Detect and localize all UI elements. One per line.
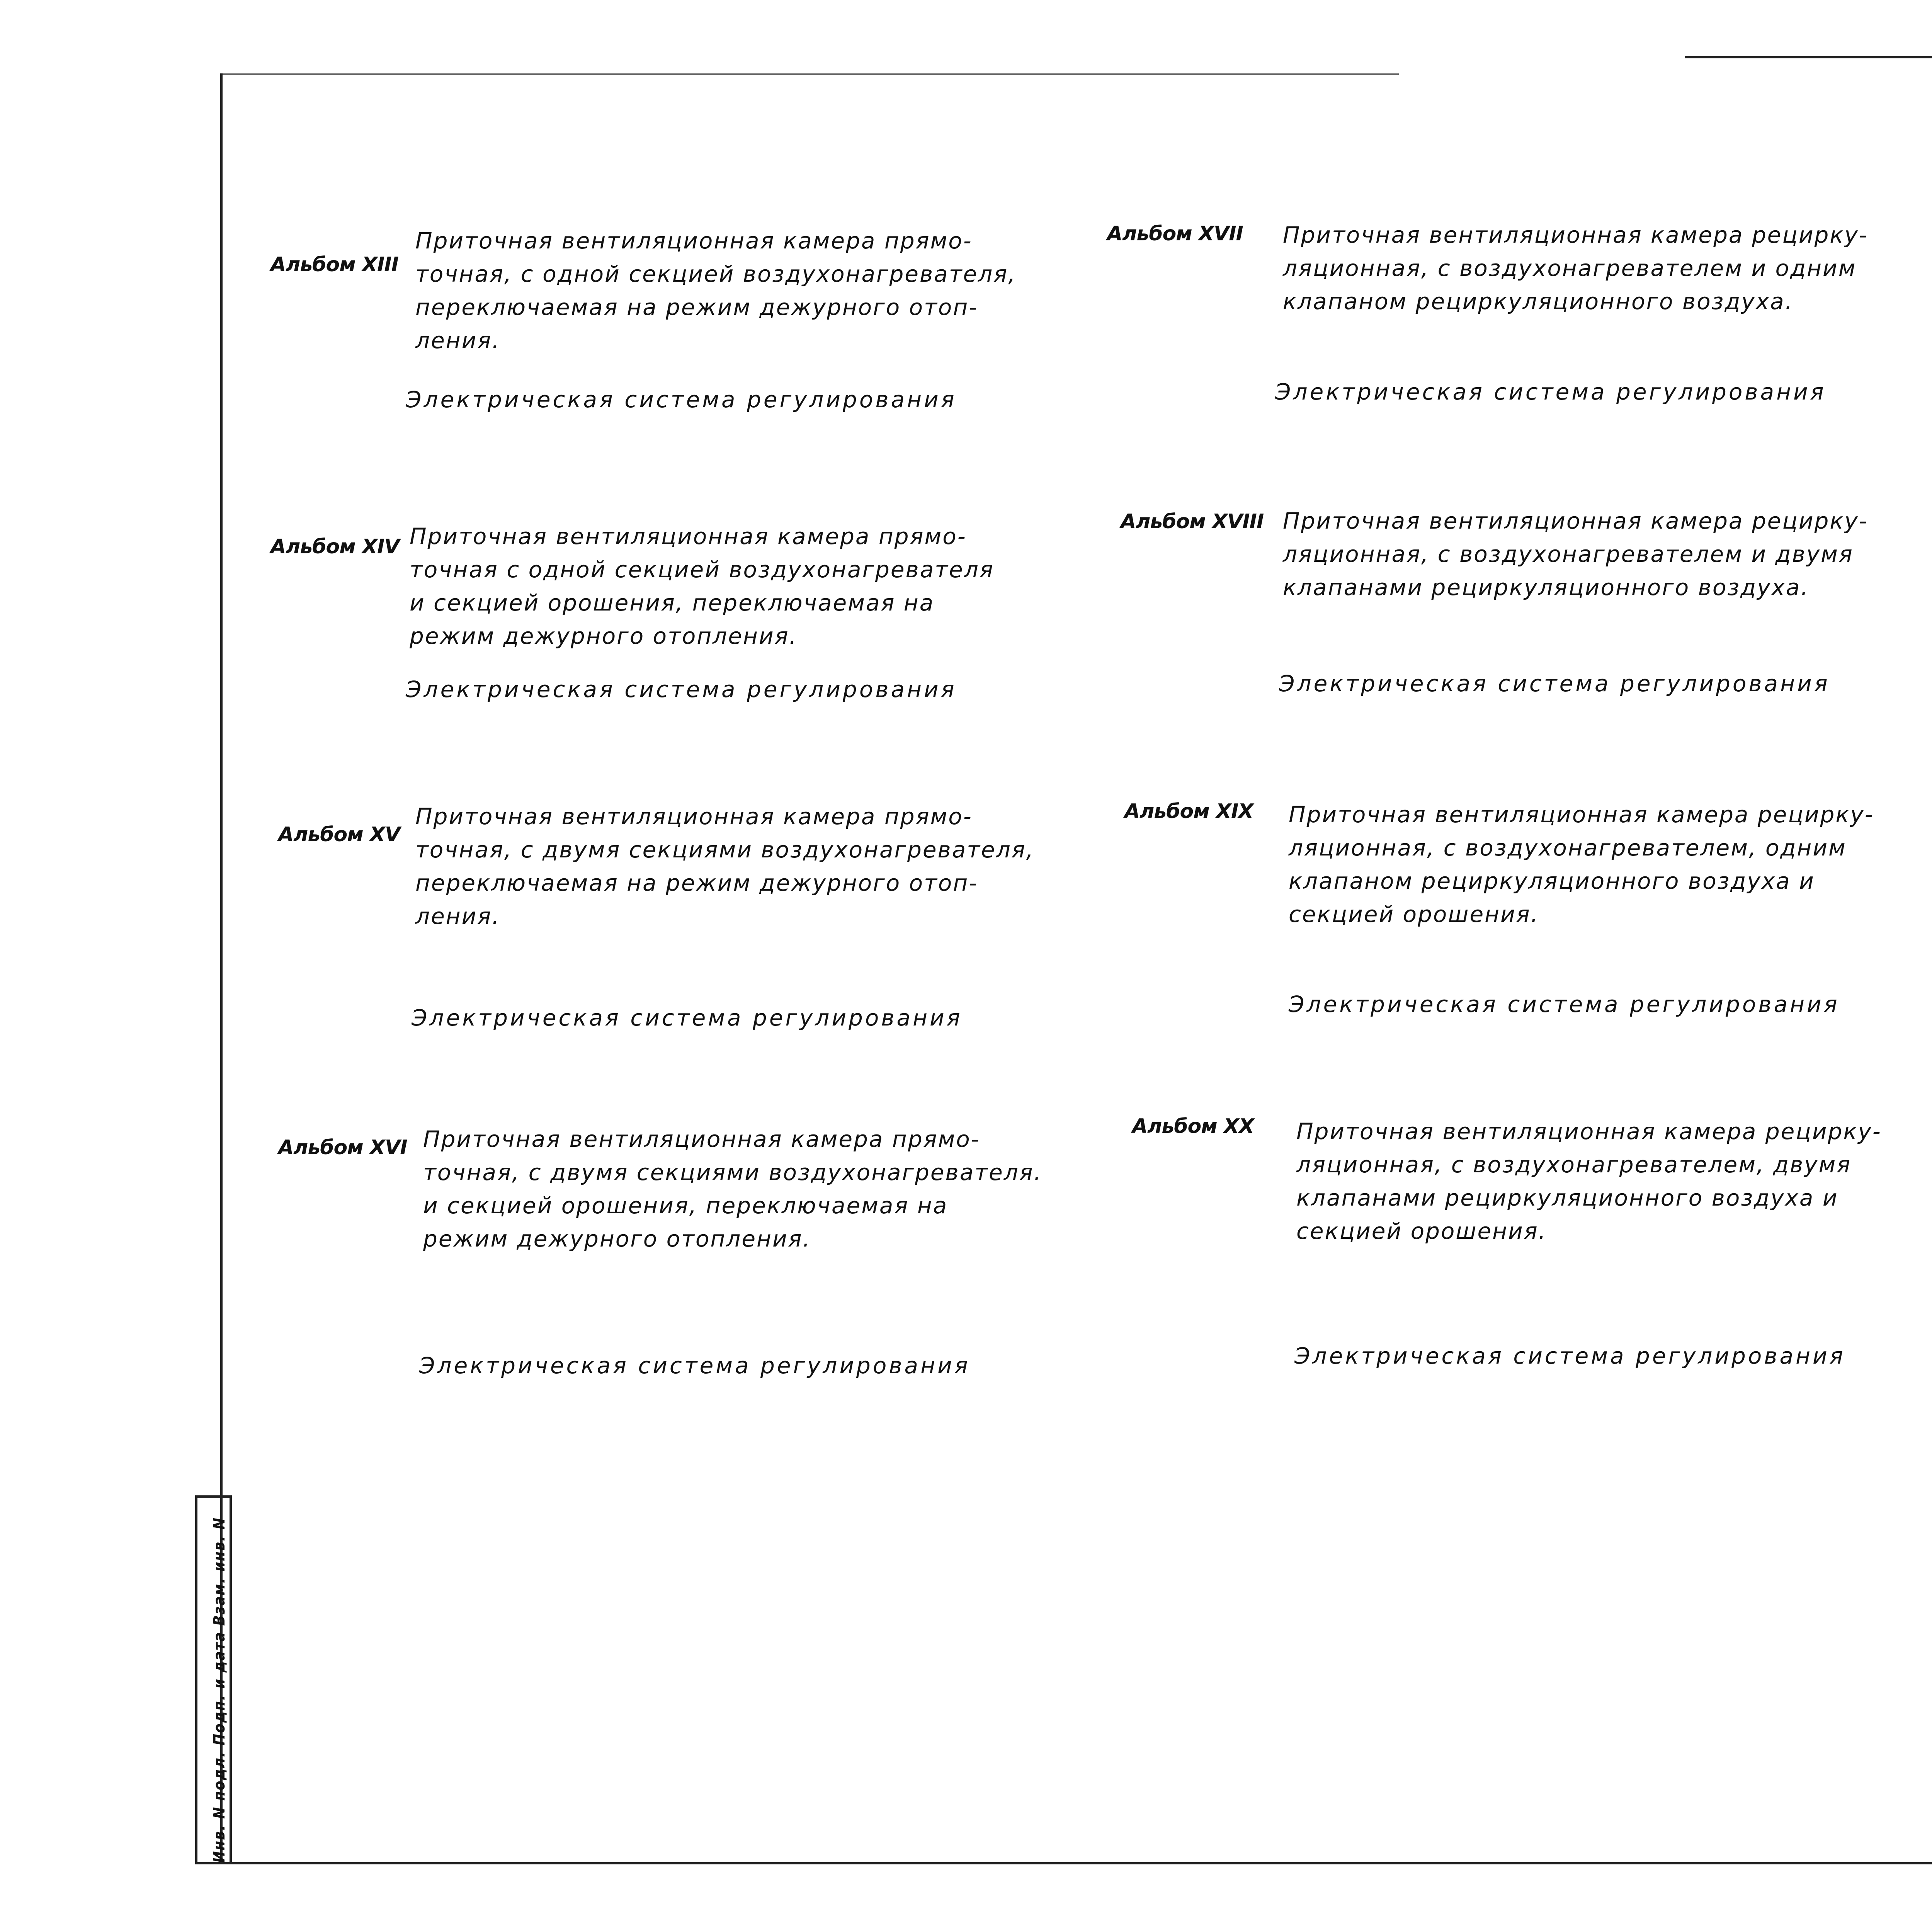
control-system-label: Электрическая система регулирования [1279,670,1830,697]
control-system-label: Электрическая система регулирования [412,1005,963,1031]
description-line: переключаемая на режим дежурного отоп- [415,870,978,896]
description-line: ляционная, с воздухонагревателем, одним [1289,835,1847,861]
description-line: Приточная вентиляционная камера прямо- [415,803,973,830]
album-description [410,520,994,653]
control-system-label: Электрическая система регулирования [1275,379,1826,405]
album-label: Альбом XVII [1107,222,1243,245]
description-line: Приточная вентиляционная камера прямо- [410,523,967,549]
description-line: клапаном рециркуляционного воздуха и [1289,868,1815,894]
description-line: клапаном рециркуляционного воздуха. [1283,288,1794,315]
description-line: режим дежурного отопления. [410,623,798,649]
description-line: точная, с одной секцией воздухонагревателя, [415,261,1017,287]
control-system-label: Электрическая система регулирования [406,676,957,702]
description-line: секцией орошения. [1296,1218,1547,1244]
description-line: ления. [415,327,500,354]
frame-top-line-right [1685,56,1932,58]
album-label: Альбом XIII [270,253,398,276]
description-line: ляционная, с воздухонагревателем и одним [1283,255,1857,281]
description-line: Приточная вентиляционная камера рецирку- [1296,1118,1882,1145]
description-line: Приточная вентиляционная камера прямо- [423,1126,980,1152]
album-description [1296,1115,1882,1248]
album-label: Альбом XIV [270,535,400,558]
description-line: Приточная вентиляционная камера прямо- [415,228,973,254]
description-line: ления. [415,903,500,929]
control-system-label: Электрическая система регулирования [1289,991,1840,1017]
description-line: режим дежурного отопления. [423,1226,811,1252]
album-label: Альбом XVI [278,1136,407,1159]
album-description [415,224,1017,357]
album-label: Альбом XIX [1124,800,1253,823]
description-line: секцией орошения. [1289,901,1539,927]
margin-strip-text: Инв. N подл. Подп. и дата Взам. инв. N [211,1517,228,1863]
description-line: точная с одной секцией воздухонагревателя [410,556,994,583]
description-line: Приточная вентиляционная камера рецирку- [1283,222,1868,248]
description-line: переключаемая на режим дежурного отоп- [415,294,978,320]
album-description [415,800,1034,933]
album-description [1283,218,1868,318]
description-line: клапанами рециркуляционного воздуха и [1296,1185,1838,1211]
album-label: Альбом XX [1132,1115,1254,1138]
album-description [1283,504,1868,604]
description-line: ляционная, с воздухонагревателем, двумя [1296,1151,1852,1178]
description-line: ляционная, с воздухонагревателем и двумя [1283,541,1854,567]
description-line: и секцией орошения, переключаемая на [410,590,935,616]
album-description [1289,798,1874,931]
album-description [423,1122,1042,1255]
description-line: Приточная вентиляционная камера рецирку- [1283,508,1868,534]
control-system-label: Электрическая система регулирования [406,386,957,413]
description-line: точная, с двумя секциями воздухонагревателя. [423,1159,1043,1185]
description-line: клапанами рециркуляционного воздуха. [1283,574,1809,600]
album-label: Альбом XVIII [1121,510,1264,533]
album-label: Альбом XV [278,823,400,846]
description-line: Приточная вентиляционная камера рецирку- [1289,801,1874,828]
margin-strip [195,1495,232,1864]
description-line: точная, с двумя секциями воздухонагревателя, [415,837,1035,863]
control-system-label: Электрическая система регулирования [419,1352,970,1379]
description-line: и секцией орошения, переключаемая на [423,1192,948,1219]
control-system-label: Электрическая система регулирования [1294,1343,1845,1369]
